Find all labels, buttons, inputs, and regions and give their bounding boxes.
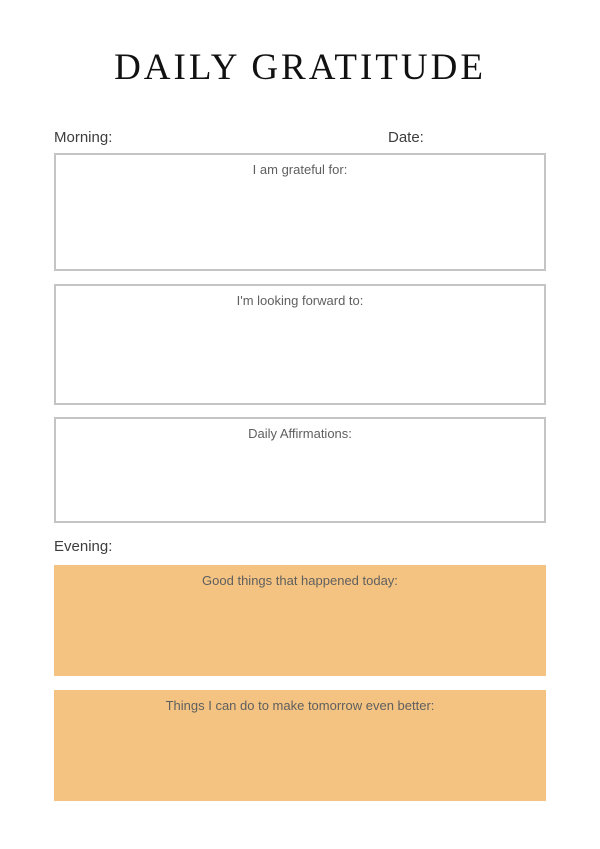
better-tomorrow-box[interactable] (54, 690, 546, 801)
good-things-box[interactable] (54, 565, 546, 676)
grateful-for-box[interactable] (54, 153, 546, 271)
daily-affirmations-label: Daily Affirmations: (248, 426, 352, 441)
page-title: DAILY GRATITUDE (114, 47, 486, 88)
better-tomorrow-label: Things I can do to make tomorrow even better: (165, 698, 435, 713)
evening-label: Evening: (54, 538, 113, 555)
daily-affirmations-box[interactable] (54, 417, 546, 523)
grateful-for-label: I am grateful for: (252, 162, 348, 177)
good-things-label: Good things that happened today: (202, 573, 398, 588)
looking-forward-label: I'm looking forward to: (236, 293, 364, 308)
date-label: Date: (388, 129, 424, 146)
looking-forward-box[interactable] (54, 284, 546, 405)
morning-label: Morning: (54, 129, 113, 146)
